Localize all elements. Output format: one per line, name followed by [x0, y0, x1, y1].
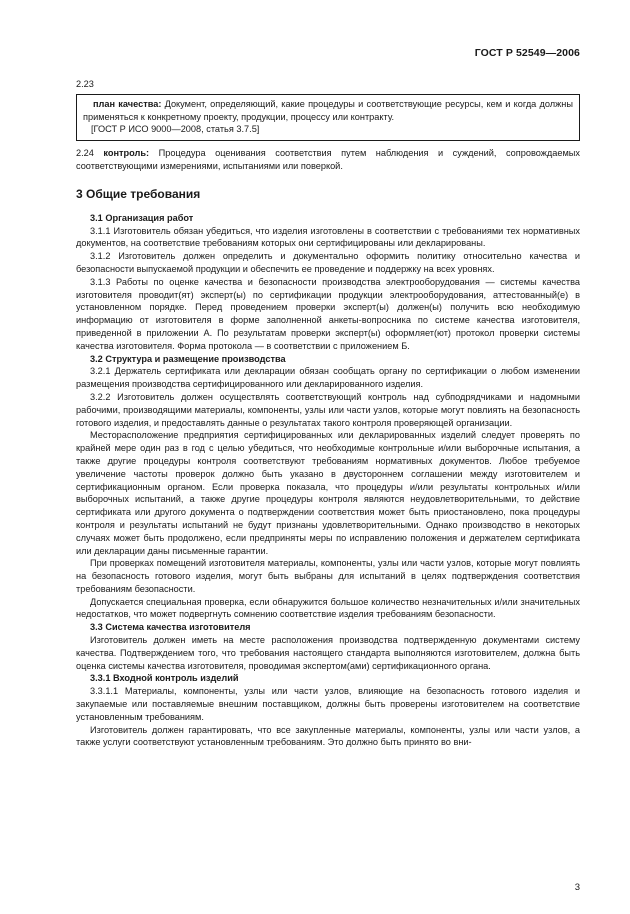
page-content [76, 78, 580, 749]
page-number: 3 [574, 882, 580, 893]
paragraph-purchased-items: Изготовитель должен гарантировать, что все закупленные материалы, компоненты, узлы или части узлов, а также услуги соответствуют установленным требованиям. Это должно быть принято во вни- [76, 724, 580, 748]
subsection-3-3-1-title: 3.3.1 Входной контроль изделий [90, 673, 239, 684]
definition-2-24-term: контроль: [103, 148, 150, 159]
definition-2-23 [83, 98, 573, 124]
definition-2-24-number: 2.24 [76, 148, 104, 159]
clause-3-3-1-1: 3.3.1.1 Материалы, компоненты, узлы или части узлов, влияющие на безопасность готового изделия и закупаемые или поставляемые внешним поставщиком, должны быть проверены изготовителем на соответствие установленным требованиям. [76, 686, 580, 722]
section-3-title: 3 Общие требования [76, 186, 201, 201]
clause-3-1-2: 3.1.2 Изготовитель должен определить и документально оформить политику относительно качества и безопасности выпускаемой продукции и обеспечить ее проведение и поддержку на всех уровнях. [76, 251, 580, 274]
definition-2-23-box [76, 94, 580, 141]
definition-2-23-text: Документ, определяющий, какие процедуры и соответствующие ресурсы, кем и когда должны применяться к конкретному проекту, продукции, процессу или контракту. [83, 98, 573, 122]
clause-3-2-2: 3.2.2 Изготовитель должен осуществлять соответствующий контроль над субподрядчиками и надомными рабочими, производящими материалы, компоненты, узлы или части узлов, которые могут повлиять на безопасность готового изделия, и предоставлять данные о результатах такого контроля проверяющей организации. [76, 391, 580, 428]
clause-3-1-3: 3.1.3 Работы по оценке качества и безопасности производства электрооборудования — системы качества изготовителя проводит(ят) эксперт(ы) по сертификации продукции электрооборудования, аттестованный(е) в установленном порядке. Перед проведением проверки эксперт(ы) должен(ы) получить всю необходимую информацию от изготовителя в форме заполненной анкеты-вопросника по системе качества изготовителя, приведенной в приложении А. По результатам проверки эксперт(ы) оформляет(ют) протокол проверки системы качества изготовителя. Форма протокола — в соответствии с приложением Б. [76, 276, 580, 351]
definition-2-24 [76, 147, 580, 173]
definition-2-23-number: 2.23 [76, 79, 94, 89]
subsection-3-1-title: 3.1 Организация работ [90, 212, 194, 223]
clause-3-1-1: 3.1.1 Изготовитель обязан убедиться, что изделия изготовлены в соответствии с требованиями тех нормативных документов, на соответствие требованиям которых они сертифицированы или декларированы. [76, 225, 580, 249]
definition-2-24-text: Процедура оценивания соответствия путем наблюдения и суждений, сопровождаемых соответствующими измерениями, испытаниями или поверкой. [76, 148, 581, 171]
paragraph-sample-selection: При проверках помещений изготовителя материалы, компоненты, узлы или части узлов, которые могут повлиять на безопасность готового изделия, могут быть выбраны для испытаний в целях подтверждения соответствия требованиям безопасности. [76, 558, 580, 594]
subsection-3-2-title: 3.2 Структура и размещение производства [90, 353, 286, 364]
definition-2-23-term: план качества: [93, 98, 162, 109]
paragraph-quality-system: Изготовитель должен иметь на месте расположения производства подтвержденную документами систему качества. Подтверждением того, что требования настоящего стандарта выполняются изготовителем, должна быть оценка системы качества изготовителя, проводимая экспертом(ами) сертификационного органа. [76, 635, 580, 671]
clause-3-2-1: 3.2.1 Держатель сертификата или декларации обязан сообщать органу по сертификации о любом изменении размещения производства сертифицированного или декларированного изделия. [76, 366, 580, 390]
subsection-3-3-title: 3.3 Система качества изготовителя [90, 622, 251, 633]
paragraph-special-inspection: Допускается специальная проверка, если обнаружится большое количество незначительных и/или значительных недостатков, что может подвергнуть сомнению соответствие изделия требованиям безопасности. [76, 596, 580, 620]
paragraph-site-inspection: Месторасположение предприятия сертифицированных или декларированных изделий следует проверять по крайней мере один раз в год с целью убедиться, что необходимые контрольные и/или выборочные испытания, а также другие процедуры контроля соответствуют требованиям нормативных документов. Любое требуемое увеличение частоты проверок должно быть указано в двустороннем соглашении между изготовителем и сертификационным органом. Если проверка показала, что процедуры и/или результаты контрольных и/или выборочных испытаний, а также другие процедуры контроля являются неудовлетворительными, то действие сертификата или другого документа о подтверждении соответствия может быть приостановлено, пока процедуры контроля и результаты испытаний не будут признаны удовлетворительными. Однако производство в некоторых случаях может быть продолжено, если предприняты меры по исправлению положения и держателем сертификата или декларации даны письменные гарантии. [76, 430, 580, 556]
document-id-header: ГОСТ Р 52549—2006 [474, 47, 580, 59]
definition-2-23-reference: [ГОСТ Р ИСО 9000—2008, статья 3.7.5] [91, 124, 260, 135]
